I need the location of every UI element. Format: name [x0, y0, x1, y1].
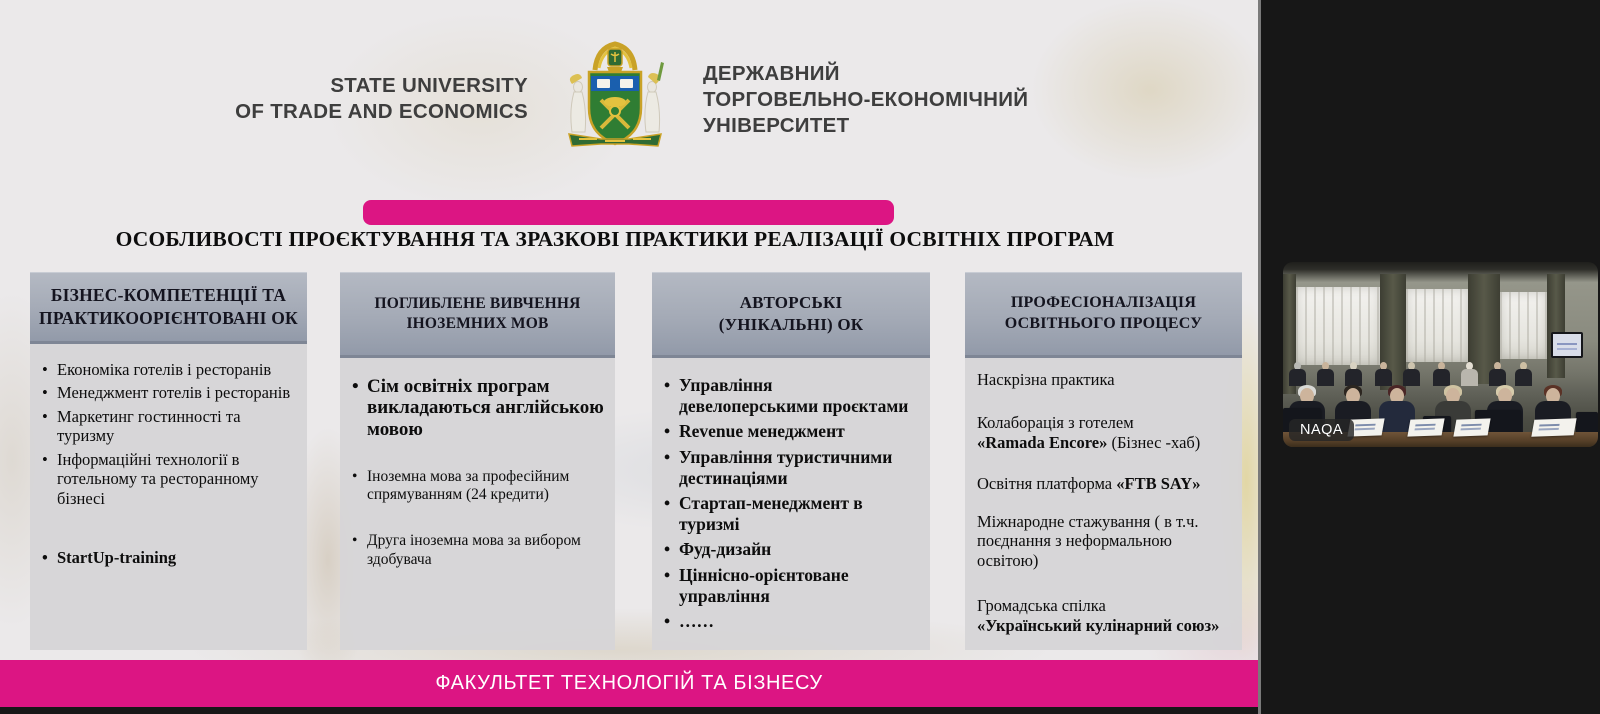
window	[1500, 292, 1547, 359]
list-item-text: Колаборація з готелем «Ramada Encore» (Бізнес -хаб)	[977, 413, 1201, 452]
list-item-text: Стартап-менеджмент в туризмі	[679, 493, 863, 534]
list-item-text: Освітня платформа «FTB SAY»	[977, 474, 1201, 494]
faculty-footer-bar	[0, 660, 1258, 707]
list-item	[42, 360, 299, 379]
curtain	[1547, 274, 1565, 378]
list-item-text: Сім освітніх програм викладаються англійською мовою	[367, 376, 604, 440]
list-item-text: Економіка готелів і ресторанів	[57, 360, 272, 379]
list-item	[42, 548, 299, 567]
list-item-text: Ціннісно-орієнтоване управління	[679, 565, 849, 606]
column-header: БІЗНЕС-КОМПЕТЕНЦІЇ ТА ПРАКТИКООРІЄНТОВАНІ ОК	[30, 272, 307, 344]
person-silhouette	[1375, 362, 1392, 386]
slide-title: ОСОБЛИВОСТІ ПРОЄКТУВАННЯ ТА ЗРАЗКОВІ ПРАКТИКИ РЕАЛІЗАЦІЇ ОСВІТНІХ ПРОГРАМ	[115, 227, 1115, 251]
person-silhouette	[1461, 362, 1478, 386]
bullet-icon: •	[664, 539, 671, 560]
column-header: АВТОРСЬКІ (УНІКАЛЬНІ) ОК	[652, 272, 930, 358]
list-item	[664, 539, 922, 560]
list-item-text: Міжнародне стажування ( в т.ч. поєднання з неформальною освітою)	[977, 511, 1199, 570]
university-name-en-line1: STATE UNIVERSITY	[330, 74, 528, 97]
list-item-text: StartUp-training	[57, 548, 177, 568]
list-item	[352, 376, 607, 440]
person-silhouette	[1403, 362, 1420, 386]
person-silhouette	[1515, 362, 1532, 386]
list-item-text: Управління девелоперськими проєктами	[679, 375, 909, 416]
participant-video-tile[interactable]	[1283, 262, 1598, 447]
list-item-text: Інформаційні технології в готельному та ресторанному бізнесі	[57, 449, 259, 508]
wall-tv-screen	[1551, 332, 1583, 358]
column-3	[652, 272, 930, 650]
column-4	[965, 272, 1242, 650]
list-item-text: Управління туристичними дестинаціями	[679, 446, 893, 488]
list-item-text: Revenue менеджмент	[679, 421, 845, 442]
bullet-icon: •	[42, 406, 48, 426]
list-item	[664, 421, 922, 442]
name-plate	[1407, 418, 1444, 436]
list-item-text: ……	[679, 611, 714, 632]
university-name-ua-line3: УНІВЕРСИТЕТ	[703, 113, 850, 137]
person-silhouette	[1289, 362, 1306, 386]
bullet-icon: •	[352, 532, 358, 550]
bullet-icon: •	[352, 376, 359, 397]
list-item	[664, 565, 922, 606]
participant-name-badge: NAQA	[1289, 419, 1354, 441]
column-1	[30, 272, 307, 650]
list-item	[42, 407, 299, 446]
list-item	[977, 474, 1234, 493]
list-item-text: Менеджмент готелів і ресторанів	[57, 383, 291, 403]
title-accent-bar	[363, 200, 894, 225]
columns-container	[0, 272, 1258, 650]
bullet-icon: •	[664, 611, 671, 632]
list-item	[664, 375, 922, 416]
person-silhouette	[1345, 362, 1362, 386]
bullet-icon: •	[664, 565, 671, 586]
column-body	[30, 344, 307, 650]
column-body	[965, 358, 1242, 650]
bullet-icon: •	[352, 467, 358, 485]
bullet-icon: •	[42, 548, 48, 568]
column-2	[340, 272, 615, 650]
bullet-icon: •	[42, 449, 48, 469]
bullet-icon: •	[42, 383, 48, 403]
list-item-text: Друга іноземна мова за вибором здобувача	[367, 532, 581, 568]
university-name-en-line2: OF TRADE AND ECONOMICS	[235, 100, 528, 124]
list-item	[42, 383, 299, 402]
name-plate	[1531, 418, 1576, 436]
column-header: ПОГЛИБЛЕНЕ ВИВЧЕННЯ ІНОЗЕМНИХ МОВ	[340, 272, 615, 358]
list-item	[664, 611, 922, 632]
column-body	[652, 358, 930, 650]
list-item-text: Маркетинг гостинності та туризму	[57, 406, 241, 446]
university-coat-of-arms-icon	[545, 40, 685, 158]
person-silhouette	[1433, 362, 1450, 386]
name-plate	[1453, 418, 1490, 436]
video-sidebar	[1261, 0, 1600, 714]
list-item-text: Фуд-дизайн	[679, 539, 772, 560]
university-name-ua-line2: ТОРГОВЕЛЬНО-ЕКОНОМІЧНИЙ	[703, 87, 1029, 111]
list-item-text: Іноземна мова за професійним спрямуванням (24 кредити)	[367, 467, 570, 504]
list-item	[352, 468, 607, 505]
list-item	[977, 413, 1234, 452]
window	[1296, 287, 1380, 365]
list-item	[664, 493, 922, 534]
bullet-icon: •	[664, 421, 671, 442]
bullet-icon: •	[664, 375, 671, 395]
list-item	[352, 532, 607, 569]
list-item-text: Наскрізна практика	[977, 370, 1115, 389]
list-item	[977, 512, 1234, 570]
bullet-icon: •	[42, 360, 48, 379]
list-item	[664, 447, 922, 488]
column-header: ПРОФЕСІОНАЛІЗАЦІЯ ОСВІТНЬОГО ПРОЦЕСУ	[965, 272, 1242, 358]
person-silhouette	[1489, 362, 1506, 386]
window	[1406, 289, 1468, 362]
university-name-ua-line1: ДЕРЖАВНИЙ	[703, 62, 840, 85]
column-body	[340, 358, 615, 650]
bullet-icon: •	[664, 446, 671, 467]
person-silhouette	[1317, 362, 1334, 386]
university-name-ukrainian	[703, 61, 1028, 138]
university-name-english	[235, 73, 528, 125]
bullet-icon: •	[664, 493, 671, 514]
list-item-text: Громадська спілка «Український кулінарний союз»	[977, 596, 1220, 635]
faculty-footer-label: ФАКУЛЬТЕТ ТЕХНОЛОГІЙ ТА БІЗНЕСУ	[435, 672, 823, 694]
list-item	[977, 596, 1234, 635]
list-item	[977, 370, 1234, 389]
list-item	[42, 450, 299, 508]
